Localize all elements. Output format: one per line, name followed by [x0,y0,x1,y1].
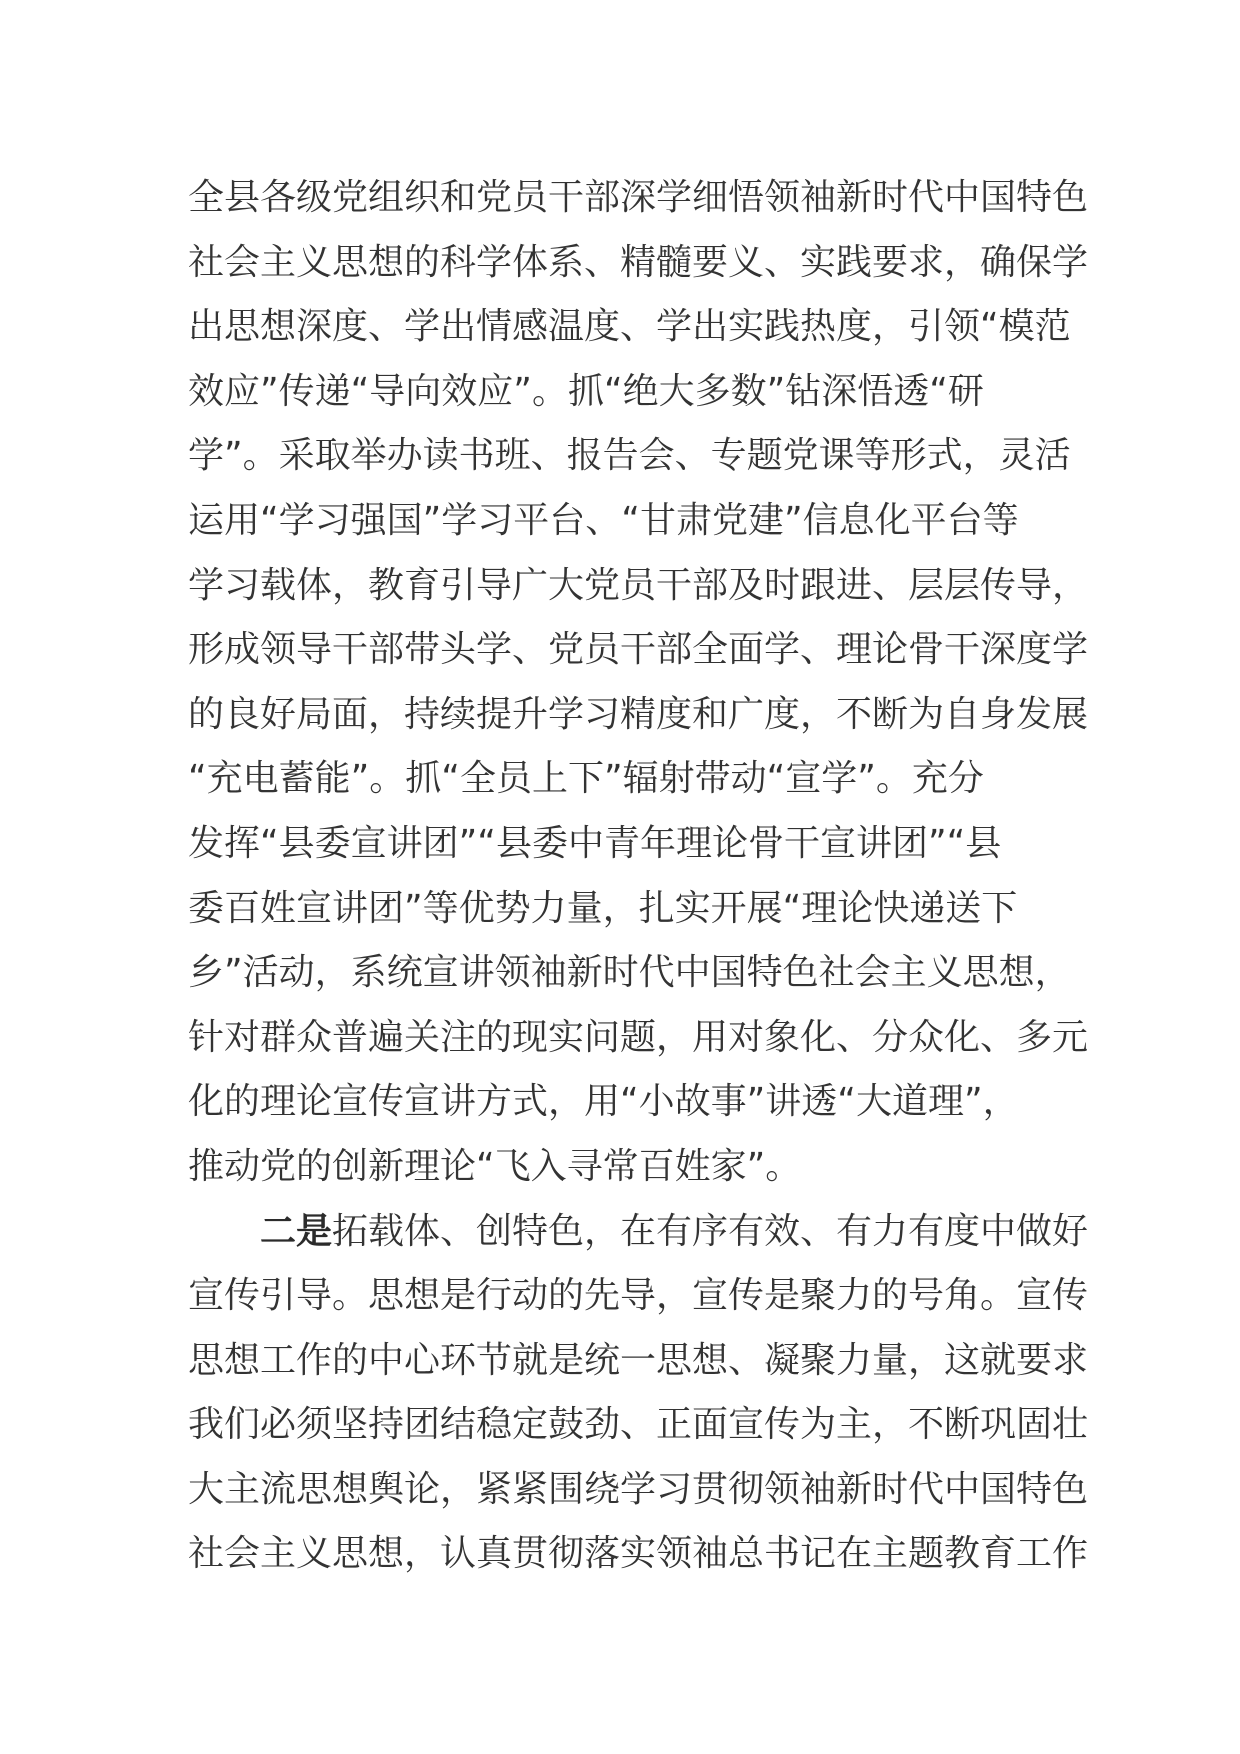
paragraph-1-line: 委百姓宣讲团”等优势力量，扎实开展“理论快递送下 [188,887,1018,929]
body-text [188,166,1089,1587]
paragraph-1-line: “充电蓄能”。抓“全员上下”辐射带动“宣学”。充分 [188,758,984,800]
paragraph-1-line: 形成领导干部带头学、党员干部全面学、理论骨干深度学 [188,629,1089,671]
paragraph-2-line: 思想工作的中心环节就是统一思想、凝聚力量，这就要求 [188,1339,1089,1381]
paragraph-2-first-line [188,1200,1089,1265]
paragraph-1-line: 推动党的创新理论“飞入寻常百姓家”。 [188,1145,802,1187]
paragraph-1-line: 乡”活动，系统宣讲领袖新时代中国特色社会主义思想， [188,952,1071,994]
paragraph-2-line: 我们必须坚持团结稳定鼓劲、正面宣传为主，不断巩固壮 [188,1404,1089,1446]
paragraph-2-lead: 二是 [260,1210,333,1252]
paragraph-1-line: 针对群众普遍关注的现实问题，用对象化、分众化、多元 [188,1016,1089,1058]
paragraph-1-line: 效应”传递“导向效应”。抓“绝大多数”钻深悟透“研 [188,370,984,412]
paragraph-1-line: 化的理论宣传宣讲方式，用“小故事”讲透“大道理”， [188,1081,1019,1123]
paragraph-2-line: 宣传引导。思想是行动的先导，宣传是聚力的号角。宣传 [188,1275,1089,1317]
paragraph-1-line: 学”。采取举办读书班、报告会、专题党课等形式，灵活 [188,435,1071,477]
paragraph-1-line: 运用“学习强国”学习平台、“甘肃党建”信息化平台等 [188,499,1019,541]
paragraph-2-first-line-text: 拓载体、创特色，在有序有效、有力有度中做好 [332,1210,1089,1252]
paragraph-1-line: 学习载体，教育引导广大党员干部及时跟进、层层传导， [188,564,1089,606]
paragraph-1-line: 全县各级党组织和党员干部深学细悟领袖新时代中国特色 [188,177,1089,218]
paragraph-2-line: 大主流思想舆论，紧紧围绕学习贯彻领袖新时代中国特色 [188,1468,1089,1510]
paragraph-1-line: 社会主义思想的科学体系、精髓要义、实践要求，确保学 [188,241,1089,283]
paragraph-1-line: 的良好局面，持续提升学习精度和广度，不断为自身发展 [188,693,1089,735]
paragraph-1-line: 发挥“县委宣讲团”“县委中青年理论骨干宣讲团”“县 [188,822,1002,864]
paragraph-2-line: 社会主义思想，认真贯彻落实领袖总书记在主题教育工作 [188,1533,1089,1575]
paragraph-1-line: 出思想深度、学出情感温度、学出实践热度，引领“模范 [188,306,1071,348]
